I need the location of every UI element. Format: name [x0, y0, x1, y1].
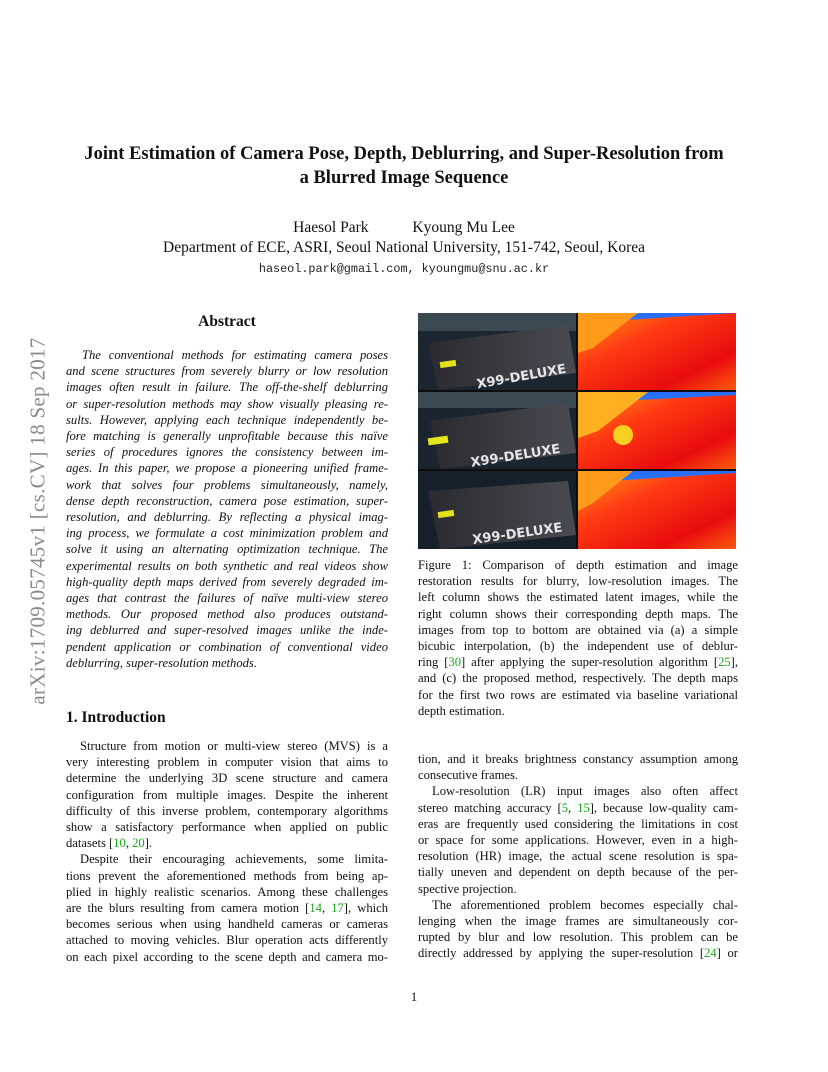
caption-lines-line [418, 606, 738, 622]
right-col-line [418, 751, 738, 767]
citation-link[interactable]: 17 [331, 901, 344, 916]
text-run: Structure from motion or multi-view stereo (MVS) is a [80, 739, 388, 753]
depth-map-row-1 [578, 313, 736, 390]
right-col-line [418, 929, 738, 945]
caption-lines-line [418, 703, 738, 719]
abstract-line: ing deblurred and super-resolved images unlike the inde- [66, 623, 388, 638]
figure-caption [418, 557, 738, 719]
title-line-2: a Blurred Image Sequence [299, 168, 509, 188]
abstract-line: and scene structures from severely blurry or low resolution [66, 364, 388, 379]
right-col-line [418, 783, 738, 799]
caption-lines-line [418, 687, 738, 703]
text-run: attached to moving vehicles. Blur operation acts differently [66, 933, 388, 948]
right-col-line [418, 881, 738, 897]
text-run: resolution (HR) image, the actual scene resolution is spa- [418, 849, 738, 864]
left-col-line [66, 949, 388, 965]
text-run: depth estimation. [418, 703, 505, 718]
figure-1 [418, 313, 736, 549]
caption-lines-line [418, 638, 738, 654]
section-heading: 1. Introduction [66, 709, 166, 726]
abstract-line: methods. Our proposed method also produces outstand- [66, 607, 388, 622]
left-col-line [66, 738, 388, 754]
text-run: tially uneven and dependent on depth because of the per- [418, 865, 738, 880]
text-run: ] or [716, 946, 738, 961]
left-col-line [66, 835, 388, 851]
text-run: on each pixel according to the scene depth and camera mo- [66, 949, 388, 964]
text-run: ], because low-quality cam- [589, 800, 739, 815]
abstract-line: experimental results on both synthetic and real videos show [66, 558, 388, 573]
latent-image-row-3 [418, 471, 576, 549]
text-run: Despite their encouraging achievements, some limita- [80, 852, 388, 867]
right-col-line [418, 832, 738, 848]
caption-lines-line [418, 654, 738, 670]
latent-image-row-2 [418, 392, 576, 471]
citation-link[interactable]: 10 [113, 836, 126, 851]
text-run: lenging when the image frames are simultaneously cor- [418, 914, 738, 929]
right-column-text [418, 751, 738, 962]
depth-map-row-3 [578, 471, 736, 549]
right-col-line [418, 945, 738, 961]
text-run: are the blurs resulting from camera motion [ [66, 901, 310, 916]
citation-link[interactable]: 14 [309, 901, 322, 916]
citation-link[interactable]: 15 [577, 800, 590, 815]
text-run: and (c) the proposed method, respectively. The depth maps [418, 671, 738, 686]
left-column-text [66, 738, 388, 965]
left-col-line [66, 868, 388, 884]
text-run: stereo matching accuracy [ [418, 800, 562, 815]
citation-link[interactable]: 25 [718, 655, 731, 670]
abstract-line: deblurring, super-resolution methods. [66, 655, 257, 670]
left-col-line [66, 916, 388, 932]
text-run: ] after applying the super-resolution algorithm [ [461, 655, 719, 670]
text-run: , [321, 901, 332, 916]
text-run: rupted by blur and low resolution. This problem can be [418, 930, 738, 945]
text-run: bicubic interpolation, (b) the independent use of deblur- [418, 639, 738, 654]
text-run: directly addressed by applying the super-resolution [ [418, 946, 705, 961]
left-col-line [66, 787, 388, 803]
text-run: , [568, 800, 578, 815]
figure-label: X99-DELUXE [475, 361, 568, 393]
abstract-line: sults. However, applying each technique independently be- [66, 412, 388, 427]
right-col-line [418, 848, 738, 864]
left-col-line [66, 803, 388, 819]
arxiv-stamp-text: arXiv:1709.05745v1 [cs.CV] 18 Sep 2017 [25, 337, 50, 705]
abstract-line: solve it using an alternating optimization technique. The [66, 542, 388, 557]
citation-link[interactable]: 24 [704, 946, 717, 961]
paper-title [66, 142, 742, 190]
abstract-line: fore matching is generally unprofitable because this naïve [66, 429, 388, 444]
left-col-line [66, 884, 388, 900]
left-col-line [66, 900, 388, 916]
figure-label: X99-DELUXE [471, 520, 564, 548]
left-col-line [66, 851, 388, 867]
page-number: 1 [410, 990, 418, 1004]
affiliation: Department of ECE, ASRI, Seoul National University, 151-742, Seoul, Korea [163, 239, 645, 256]
text-run: , [125, 836, 133, 851]
abstract-line: ing process, we formulate a cost minimization problem and [66, 526, 388, 541]
right-col-line [418, 913, 738, 929]
depth-map-row-2 [578, 392, 736, 469]
abstract-line: or super-resolution methods may show visually pleasing re- [66, 396, 388, 411]
abstract-line: series of procedures ignores the consistency between im- [66, 445, 388, 460]
title-line-1: Joint Estimation of Camera Pose, Depth, Deblurring, and Super-Resolution from [84, 144, 724, 164]
citation-link[interactable]: 30 [448, 655, 462, 670]
author-name: Haesol Park [293, 219, 369, 236]
left-col-line [66, 932, 388, 948]
text-run: plied in highly realistic scenarios. Among these challenges [66, 884, 388, 899]
text-run: determine the underlying 3D scene structure and camera [66, 771, 388, 786]
text-run: ring [ [418, 655, 449, 670]
text-run: difficulty of this inverse problem, contemporary algorithms [66, 803, 388, 818]
caption-lines-line [418, 589, 738, 605]
latent-image-row-1 [418, 313, 576, 392]
citation-link[interactable]: 20 [132, 836, 145, 851]
text-run: very interesting problem in computer vision that aims to [66, 755, 388, 770]
caption-lines-line [418, 557, 738, 573]
abstract-line: images often result in failure. The off-the-shelf deblurring [66, 380, 388, 395]
text-run: tion, and it breaks brightness constancy assumption among [418, 752, 738, 766]
text-run: ], which [343, 901, 389, 916]
caption-lines-line [418, 670, 738, 686]
text-run: ]. [144, 836, 153, 851]
text-run: configuration from multiple images. Despite the inherent [66, 787, 388, 802]
author-list [66, 219, 742, 237]
text-run: spective projection. [418, 881, 517, 896]
text-run: becomes serious when using handheld cameras or cameras [66, 917, 388, 932]
text-run: eras are frequently used considering the limitations in cost [418, 816, 738, 831]
abstract-line: dense depth reconstruction, camera pose estimation, super- [66, 493, 388, 508]
abstract-line: pendent application or combination of conventional video [66, 639, 388, 654]
text-run: tions prevent the aforementioned methods from being ap- [66, 868, 388, 883]
right-col-line [418, 767, 738, 783]
abstract-line: high-quality depth maps derived from severely degraded im- [66, 574, 388, 589]
text-run: restoration results for blurry, low-resolution images. The [418, 574, 738, 589]
right-col-line [418, 864, 738, 880]
text-run: datasets [ [66, 836, 114, 851]
abstract-line: resolution, and deblurring. By reflecting a physical imag- [66, 510, 388, 525]
text-run: consecutive frames. [418, 768, 519, 783]
text-run: images from top to bottom are obtained via (a) a simple [418, 622, 738, 637]
left-col-line [66, 754, 388, 770]
abstract-line: ages that contrast the failures of naïve multi-view stereo [66, 591, 388, 606]
right-col-line [418, 816, 738, 832]
abstract-body [66, 347, 388, 671]
right-col-line [418, 800, 738, 816]
abstract-line: work that solves four problems simultaneously, namely, [66, 477, 388, 492]
text-run: for the first two rows are estimated via baseline variational [418, 687, 738, 702]
left-col-line [66, 819, 388, 835]
text-run: ], [730, 655, 738, 670]
abstract-line: The conventional methods for estimating camera poses [82, 348, 388, 362]
text-run: Figure 1: Comparison of depth estimation and image [418, 558, 738, 572]
caption-lines-line [418, 622, 738, 638]
left-col-line [66, 770, 388, 786]
text-run: show a satisfactory performance when applied on public [66, 820, 388, 835]
text-run: left column shows the estimated latent images, while the [418, 590, 738, 605]
arxiv-stamp [27, 286, 49, 756]
text-run: right column shows their corresponding depth maps. The [418, 606, 738, 621]
author-emails: haseol.park@gmail.com, kyoungmu@snu.ac.kr [258, 262, 550, 276]
text-run: or space for some applications. However, even in a high- [418, 833, 738, 848]
figure-label: X99-DELUXE [469, 441, 562, 471]
text-run: Low-resolution (LR) input images also often affect [432, 784, 738, 799]
text-run: The aforementioned problem becomes especially chal- [432, 897, 738, 912]
right-col-line [418, 897, 738, 913]
citation-link[interactable]: 5 [561, 800, 569, 815]
caption-lines-line [418, 573, 738, 589]
abstract-line: ages. In this paper, we propose a pioneering unified frame- [66, 461, 388, 476]
author-name: Kyoung Mu Lee [412, 219, 515, 236]
abstract-heading: Abstract [198, 313, 256, 330]
